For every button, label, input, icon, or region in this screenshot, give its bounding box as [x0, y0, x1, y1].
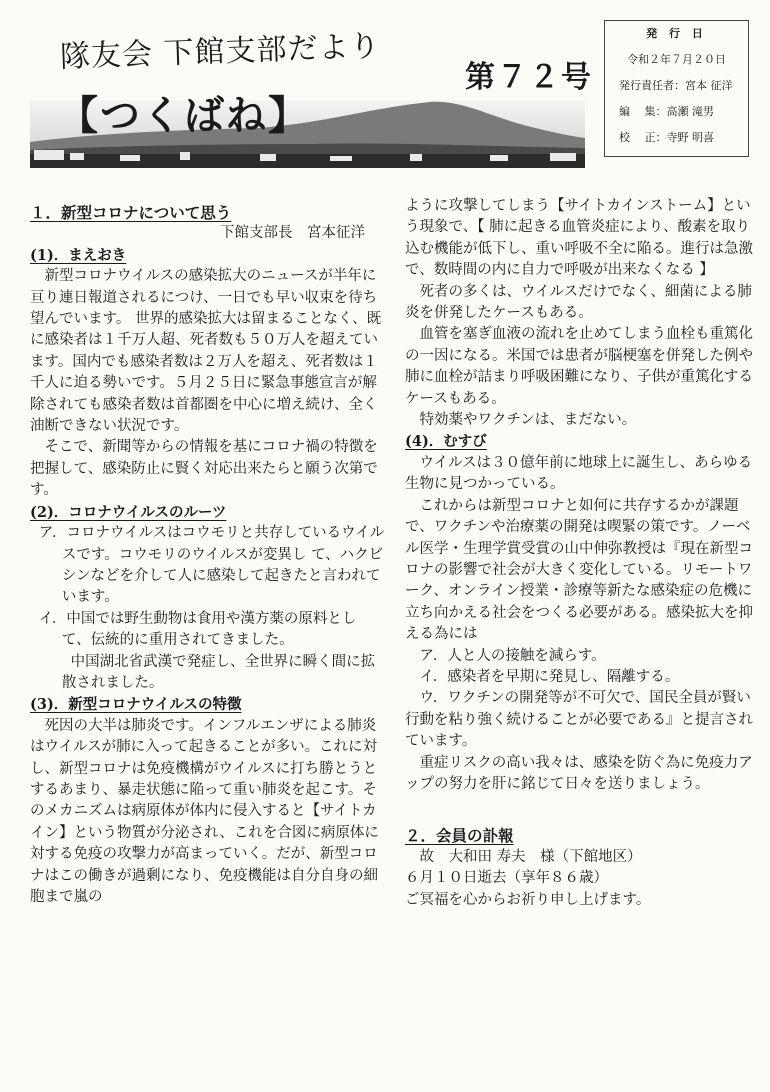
right-column — [405, 196, 755, 911]
right-paragraph: 重症リスクの高い我々は、感染を防ぐ為に免疫力アップの努力を肝に銘じて日々を送りましょう。 — [405, 754, 753, 792]
right-paragraph: 特効薬やワクチンは、まだない。 — [419, 412, 637, 429]
left-paragraph: そこで、新聞等からの情報を基にコロナ禍の特徴を把握して、感染防止に賢く対応出来たらと願う次第です。 — [30, 439, 378, 499]
right-paragraph: ウイルスは３０億年前に地球上に誕生し、あらゆる生物に見つかっている。 — [405, 454, 753, 493]
left-paragraph: ア．コロナウイルスはコウモリと共存しているウイルスです。コウモリのウイルスが変異し て、ハクビシンなどを介して人に感染して起きたと言われています。 — [38, 525, 385, 606]
right-paragraph: 血管を塞ぎ血液の流れを止めてしまう血栓も重篤化の一因になる。米国では患者が脳梗塞を併発した例や肺に血栓が詰まり呼吸困難になり、子供が重篤化するケースもある。 — [405, 326, 753, 407]
left-paragraph: 下館支部長 宮本征洋 — [220, 225, 365, 242]
right-spacer — [405, 795, 755, 825]
newsletter-org-title: 隊友会 下館支部だより — [59, 28, 382, 75]
left-subheading: (2)．コロナウイルスのルーツ — [30, 503, 227, 521]
right-paragraph: ア．人と人の接触を減らす。 — [419, 647, 606, 664]
publication-info-box — [604, 20, 749, 157]
left-paragraph: 死因の大半は肺炎です。インフルエンザによる肺炎はウイルスが肺に入って起きることが多い。これに対し、新型コロナは免疫機構がウイルスに打ち勝とうとするあまり、暴走状態に陥って重い肺炎を起こす。そのメカニズムは病原体が体内に侵入すると【サイトカイン】という物質が分泌され、これを合図に病原体に対する免疫の攻撃力が高まっていく。だが、新型コロナはこの働きが過剰になり、免疫機能は自分自身の細胞まで嵐の — [30, 717, 379, 905]
right-paragraph: 故 大和田 寿夫 様（下館地区） — [419, 848, 642, 865]
right-paragraph: ウ．ワクチンの開発等が不可欠で、国民全員が賢い行動を粘り強く続けることが必要である』と提言されています。 — [405, 690, 753, 750]
left-paragraph: 中国湖北省武漢で発症し、全世界に瞬く間に拡散されました。 — [61, 653, 376, 691]
right-subheading: (4)．むすび — [405, 433, 487, 451]
issue-number: 第７２号 — [465, 60, 593, 95]
left-subheading: (3)．新型コロナウイルスの特徴 — [30, 696, 242, 714]
right-section-heading: ２．会員の訃報 — [405, 826, 514, 846]
left-subheading: (1)．まえおき — [30, 246, 127, 264]
info-publisher: 発行責任者：宮本 征洋 — [619, 79, 733, 92]
left-paragraph: 新型コロナウイルスの感染拡大のニュースが半年に亘り連日報道されるにつけ、一日でも早い収束を待ち望んでいます。 世界的感染拡大は留まることなく、既に感染者は１千万人超、死者数も５０万人を超えています。国内でも感染者数は２万人を超え、死者数は１千人に迫る勢いです。５月２５日に緊急事態宣言が解除されても感染者数は首都圏を中心に増え続け、全く油断できない状況です。 — [30, 268, 382, 435]
right-paragraph: ６月１０日逝去（享年８６歳） — [405, 870, 608, 887]
newsletter-nickname: 【つくばね】 — [58, 92, 310, 139]
right-paragraph: ご冥福を心からお祈り申し上げます。 — [405, 891, 651, 908]
right-paragraph: 死者の多くは、ウイルスだけでなく、細菌による肺炎を併発したケースもある。 — [405, 283, 752, 322]
right-paragraph: ように攻撃してしまう【サイトカインストーム】という現象で、【 肺に起きる血管炎症により、酸素を取り込む機能が低下し、重い呼吸不全に陥る。進行は急激で、数時間の内に自力で呼吸が出来なくなる 】 — [405, 198, 753, 279]
right-paragraph: イ．感染者を早期に発見し、隔離する。 — [419, 668, 680, 685]
left-paragraph: イ．中国では野生動物は食用や漢方薬の原料として、伝統的に重用されてきました。 — [38, 610, 357, 649]
left-column — [30, 202, 385, 908]
info-label: 発 行 日 — [646, 27, 707, 40]
left-section-heading: １．新型コロナについて思う — [30, 203, 232, 222]
info-date: 令和２年７月２０日 — [627, 53, 726, 66]
info-proofreader: 校 正：寺野 明喜 — [619, 131, 714, 144]
info-editor: 編 集：高瀬 滝男 — [619, 105, 714, 118]
right-paragraph: これからは新型コロナと如何に共存するかが課題で、ワクチンや治療薬の開発は喫緊の策です。ノーベル医学・生理学賞受賞の山中伸弥教授は『現在新型コロナの影響で社会が大きく変化している。リモートワーク、オンライン授業・診療等新たな感染症の危機に立ち向かえる社会をつくる必要がある。感染拡大を抑える為には — [405, 497, 753, 643]
